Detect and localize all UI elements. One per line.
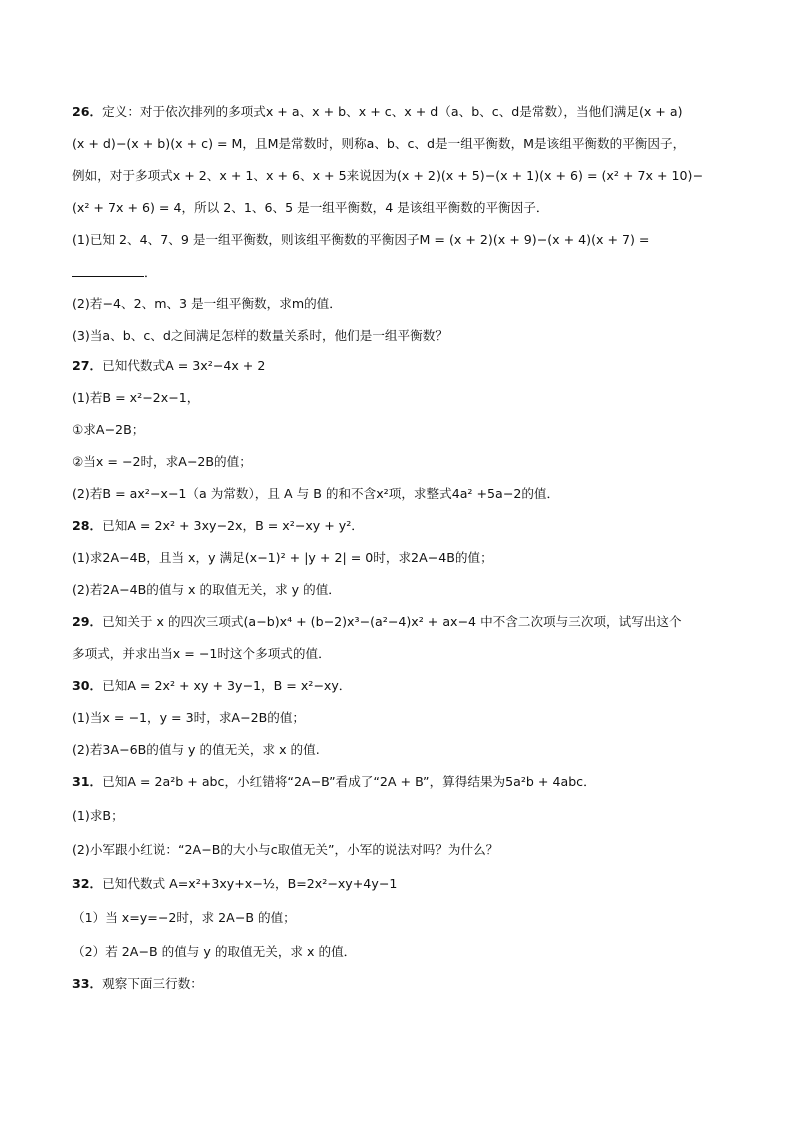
question-text: (1)已知 2、4、7、9 是一组平衡数，则该组平衡数的平衡因子M = (x + 2)(x + 9)−(x + 4)(x + 7) = [72, 232, 650, 247]
question-text: 多项式，并求出当x = −1时这个多项式的值． [72, 646, 331, 661]
text-line [72, 772, 732, 794]
text-line [72, 676, 732, 698]
question-text: (2)若3A−6B的值与 y 的值无关，求 x 的值. [72, 742, 320, 757]
question-text: （1）当 x=y=−2时，求 2A−B 的值； [72, 910, 296, 925]
question-text: ①求A−2B； [72, 422, 145, 437]
text-line [72, 644, 732, 666]
text-line [72, 516, 732, 538]
question-text: 已知A = 2x² + 3xy−2x，B = x²−xy + y²． [102, 518, 364, 533]
question-text: (2)若−4、2、m、3 是一组平衡数，求m的值． [72, 296, 342, 311]
question-number: 33． [72, 976, 103, 991]
question-text: (1)当x = −1，y = 3时，求A−2B的值； [72, 710, 306, 725]
text-line [72, 908, 732, 930]
question-text: (3)当a、b、c、d之间满足怎样的数量关系时，他们是一组平衡数？ [72, 328, 448, 343]
question-text: 已知A = 2x² + xy + 3y−1，B = x²−xy． [102, 678, 352, 693]
text-line [72, 388, 732, 410]
question-text: (1)求2A−4B，且当 x，y 满足(x−1)² + |y + 2| = 0时，求2A−4B的值； [72, 550, 493, 565]
question-text: 例如，对于多项式x + 2、x + 1、x + 6、x + 5来说因为(x + 2)(x + 5)−(x + 1)(x + 6) = (x² + 7x + 10)− [72, 168, 704, 183]
question-text: (1)若B = x²−2x−1， [72, 390, 200, 405]
question-text: (2)若B = ax²−x−1（a 为常数），且 A 与 B 的和不含x²项，求整式4a² +5a−2的值． [72, 486, 560, 501]
text-line [72, 326, 732, 348]
text-line [72, 580, 732, 602]
question-number: 32． [72, 876, 103, 891]
question-text: 定义：对于依次排列的多项式x + a、x + b、x + c、x + d（a、b、c、d是常数），当他们满足(x + a) [102, 104, 683, 119]
question-text: (2)小军跟小红说：“2A−B的大小与c取值无关”，小军的说法对吗？为什么？ [72, 842, 499, 857]
question-text: (x² + 7x + 6) = 4，所以 2、1、6、5 是一组平衡数，4 是该组平衡数的平衡因子． [72, 200, 549, 215]
text-line [72, 420, 732, 442]
text-line [72, 102, 732, 124]
text-line [72, 356, 732, 378]
question-number: 26． [72, 104, 103, 119]
question-number: 27． [72, 358, 103, 373]
text-line [72, 294, 732, 316]
text-line [72, 548, 732, 570]
text-line [72, 612, 732, 634]
question-text: (x + d)−(x + b)(x + c) = M，且M是常数时，则称a、b、c、d是一组平衡数，M是该组平衡数的平衡因子， [72, 136, 686, 151]
text-line [72, 484, 732, 506]
text-line [72, 806, 732, 828]
question-text: 观察下面三行数： [102, 976, 203, 991]
question-text: ． [144, 265, 157, 280]
question-text: ②当x = −2时，求A−2B的值； [72, 454, 252, 469]
text-line [72, 166, 732, 188]
text-line [72, 708, 732, 730]
text-line [72, 198, 732, 220]
text-line [72, 134, 732, 156]
question-number: 31． [72, 774, 103, 789]
text-line [72, 740, 732, 762]
question-text: (1)求B； [72, 808, 124, 823]
question-number: 29． [72, 614, 103, 629]
question-text: 已知代数式A = 3x²−4x + 2 [102, 358, 266, 373]
question-text: 已知A = 2a²b + abc，小红错将“2A−B”看成了“2A + B”，算得结果为5a²b + 4abc． [102, 774, 596, 789]
text-line [72, 974, 732, 996]
text-line [72, 942, 732, 964]
question-text: 已知代数式 A=x²+3xy+x−½，B=2x²−xy+4y−1 [102, 876, 398, 891]
question-text: （2）若 2A−B 的值与 y 的取值无关，求 x 的值． [72, 944, 357, 959]
text-line [72, 262, 732, 284]
text-line [72, 874, 732, 896]
question-number: 30． [72, 678, 103, 693]
text-line [72, 230, 732, 252]
question-number: 28． [72, 518, 103, 533]
text-line [72, 840, 732, 862]
question-text: 已知关于 x 的四次三项式(a−b)x⁴ + (b−2)x³−(a²−4)x² + ax−4 中不含二次项与三次项，试写出这个 [102, 614, 682, 629]
text-line [72, 452, 732, 474]
question-text: (2)若2A−4B的值与 x 的取值无关，求 y 的值． [72, 582, 341, 597]
answer-blank[interactable] [72, 262, 144, 277]
